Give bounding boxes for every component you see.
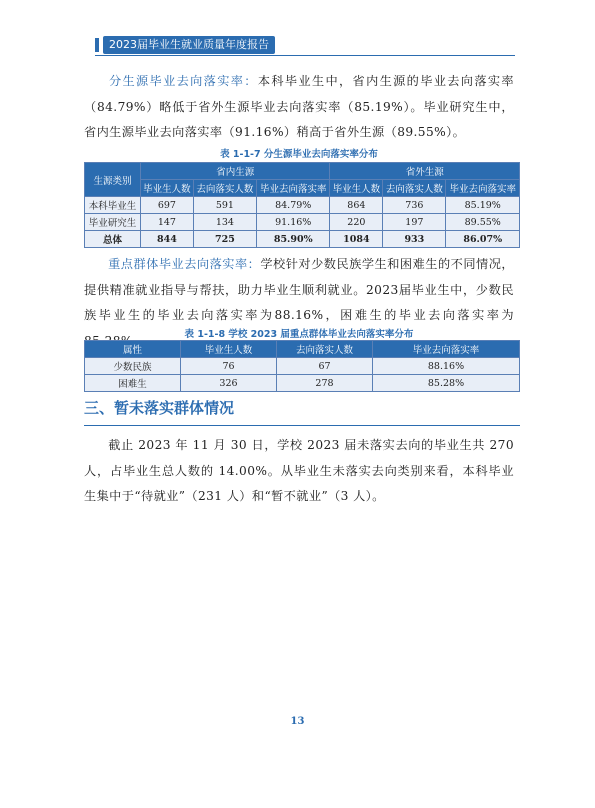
table-cell: 91.16% [256,214,330,231]
table-caption-1-1-8: 表 1-1-8 学校 2023 届重点群体毕业去向落实率分布 [184,329,414,340]
table-row [85,214,520,231]
header-title: 2023届毕业生就业质量年度报告 [103,36,275,54]
column-header: 去向落实人数 [193,180,256,197]
table-cell: 864 [330,197,383,214]
paragraph-text: 本科毕业生中，省内生源的毕业去向落实率（84.79%）略低于省外生源毕业去向落实率（85.19%）。毕业研究生中，省内生源毕业去向落实率（91.16%）稍高于省外生源（89.55%）。 [84,74,514,139]
table-cell: 76 [181,358,277,375]
table-cell: 89.55% [446,214,520,231]
table-cell: 278 [277,375,373,392]
header-bar [95,38,99,52]
paragraph-unplaced [84,433,514,510]
page-number: 13 [290,716,305,727]
table-cell: 326 [181,375,277,392]
section-title: 三、暂未落实群体情况 [84,399,235,417]
paragraph-lead: 重点群体毕业去向落实率： [108,257,261,271]
table-row [85,197,520,214]
table-cell: 697 [141,197,194,214]
table-key-groups [84,340,520,392]
table-row-total [85,231,520,248]
table-row [85,358,520,375]
group-header-outprov: 省外生源 [330,163,520,180]
row-label: 本科毕业生 [85,197,141,214]
table-cell: 134 [193,214,256,231]
table-cell: 147 [141,214,194,231]
row-label: 毕业研究生 [85,214,141,231]
table-cell: 88.16% [373,358,520,375]
table-caption-1-1-7: 表 1-1-7 分生源毕业去向落实率分布 [220,149,378,160]
paragraph-source-rate [84,69,514,146]
column-header: 毕业去向落实率 [256,180,330,197]
section-rule [84,425,520,426]
column-header: 去向落实人数 [277,341,373,358]
table-cell: 933 [383,231,446,248]
table-row [85,375,520,392]
row-label: 总体 [85,231,141,248]
table-cell: 67 [277,358,373,375]
table-corner-header: 生源类别 [85,163,141,197]
table-cell: 197 [383,214,446,231]
column-header: 毕业生人数 [181,341,277,358]
column-header: 去向落实人数 [383,180,446,197]
table-source-rate [84,162,520,248]
table-cell: 591 [193,197,256,214]
table-cell: 86.07% [446,231,520,248]
paragraph-text: 学校针对少数民族学生和困难生的不同情况，提供精准就业指导与帮扶，助力毕业生顺利就业。2023届毕业生中，少数民族毕业生的毕业去向落实率为88.16%，困难生的毕业去向落实率为 [84,257,515,322]
table-cell: 困难生 [85,375,181,392]
group-header-inprov: 省内生源 [141,163,330,180]
running-header [95,36,515,56]
column-header: 属性 [85,341,181,358]
paragraph-lead: 分生源毕业去向落实率： [108,74,258,88]
column-header: 毕业去向落实率 [446,180,520,197]
column-header: 毕业去向落实率 [373,341,520,358]
header-rule [95,55,515,56]
table-cell: 85.90% [256,231,330,248]
table-cell: 220 [330,214,383,231]
column-header: 毕业生人数 [330,180,383,197]
table-cell: 844 [141,231,194,248]
table-cell: 85.19% [446,197,520,214]
table-cell: 84.79% [256,197,330,214]
table-cell: 85.28% [373,375,520,392]
table-cell: 736 [383,197,446,214]
column-header: 毕业生人数 [141,180,194,197]
table-cell: 725 [193,231,256,248]
table-cell: 1084 [330,231,383,248]
paragraph-text: 截止 2023 年 11 月 30 日，学校 2023 届未落实去向的毕业生共 270 人，占毕业生总人数的 14.00%。从毕业生未落实去向类别来看，本科毕业生集中于“待就业”（231 人）和“暂不就业”（3 人）。 [84,438,514,503]
table-cell: 少数民族 [85,358,181,375]
